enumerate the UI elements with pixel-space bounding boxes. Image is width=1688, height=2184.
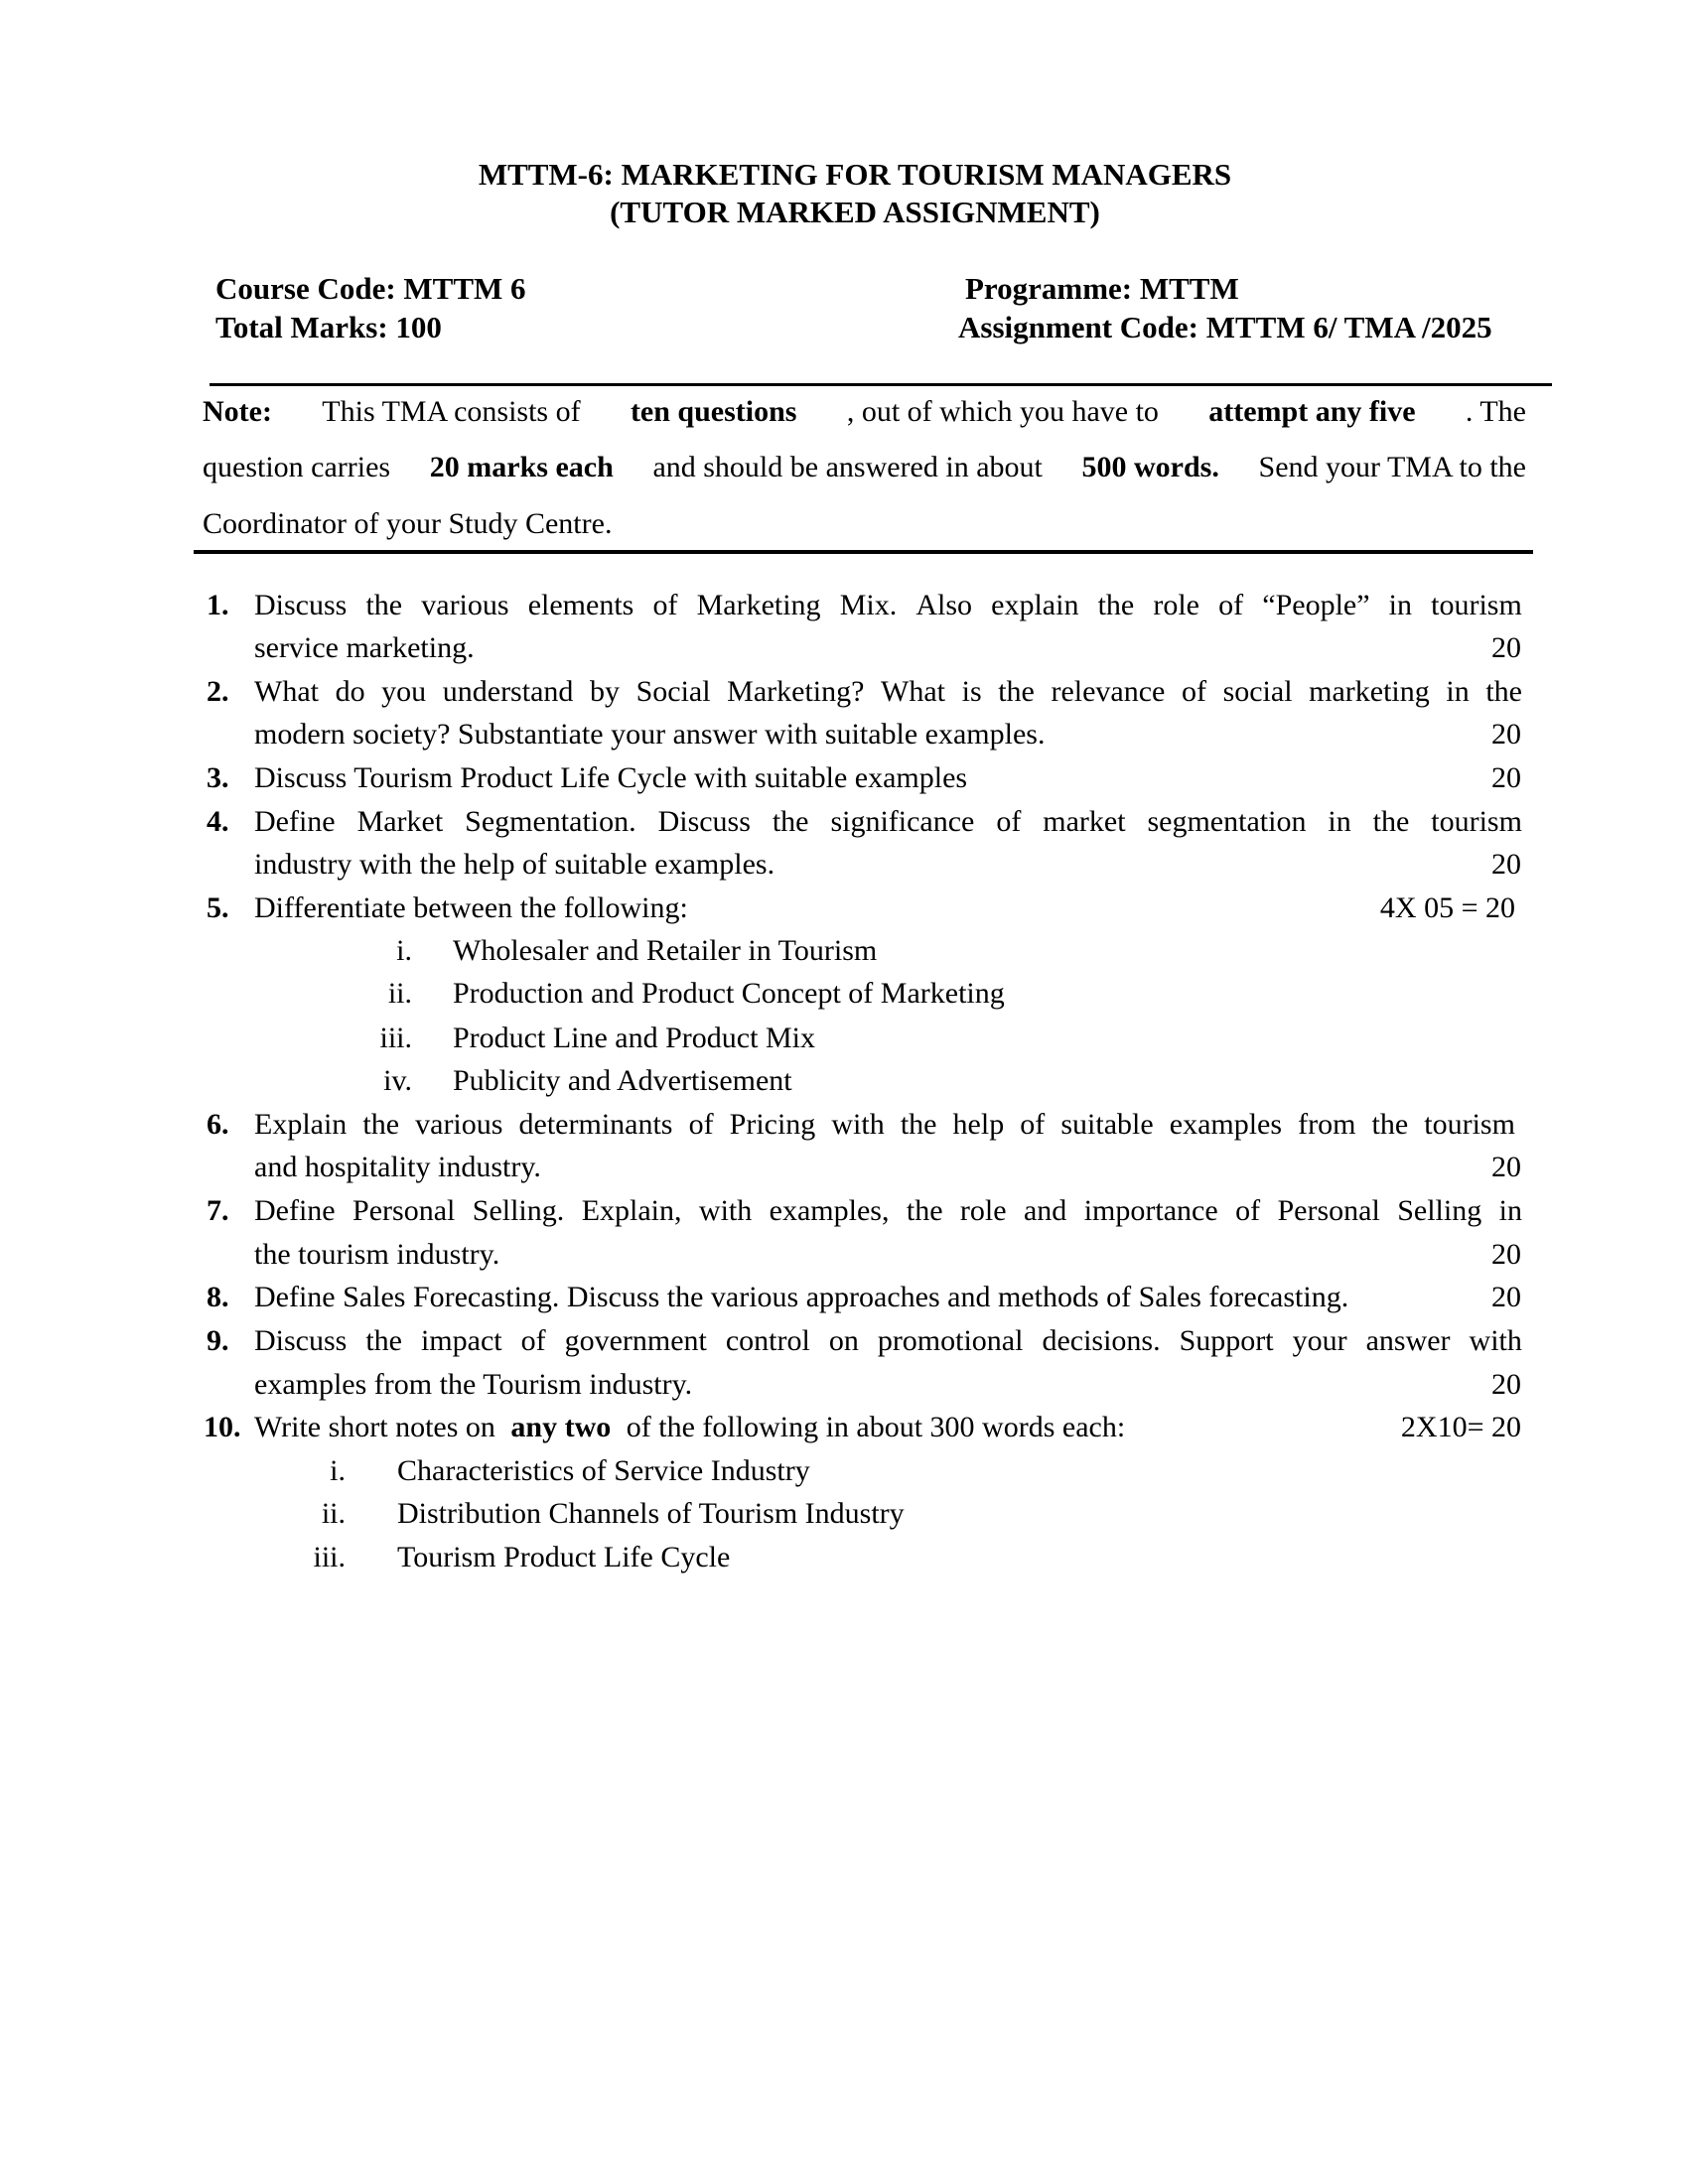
question-text: [254, 802, 1522, 842]
word: explain: [991, 589, 1079, 621]
word: Personal: [1277, 1194, 1380, 1227]
question-marks: 20: [1491, 1368, 1521, 1401]
sub-item-text: Product Line and Product Mix: [453, 1022, 815, 1054]
question-number: 6.: [207, 1108, 229, 1141]
word: relevance: [1051, 675, 1166, 708]
word: Also: [915, 589, 973, 621]
sub-item-numeral: i.: [330, 1454, 346, 1487]
question-text: modern society? Substantiate your answer with suitable examples.: [254, 718, 1046, 751]
question-text: Discuss Tourism Product Life Cycle with suitable examples: [254, 761, 968, 794]
word: “People”: [1262, 589, 1370, 621]
question-number: 7.: [207, 1194, 229, 1227]
word: the: [900, 1108, 937, 1141]
question-number: 2.: [207, 675, 229, 708]
sub-item-text: Publicity and Advertisement: [453, 1064, 792, 1097]
word: in: [1498, 1194, 1522, 1227]
word: in: [1388, 589, 1412, 621]
document-subtitle: (TUTOR MARKED ASSIGNMENT): [610, 195, 1100, 229]
word: decisions.: [1042, 1324, 1161, 1357]
word: role: [1153, 589, 1199, 621]
word: the: [1371, 1108, 1409, 1141]
word: Segmentation.: [465, 805, 636, 838]
sub-item-numeral: iv.: [383, 1064, 412, 1097]
word: with: [1469, 1324, 1522, 1357]
word: Discuss: [254, 1324, 348, 1357]
word: Discuss: [657, 805, 751, 838]
word: elements: [527, 589, 634, 621]
question-number: 4.: [207, 805, 229, 838]
programme: Programme: MTTM: [965, 271, 1239, 306]
word: Explain,: [581, 1194, 682, 1227]
word: the: [1485, 675, 1522, 708]
sub-item-numeral: iii.: [313, 1541, 346, 1573]
sub-item-text: Distribution Channels of Tourism Industry: [397, 1497, 905, 1530]
word: segmentation: [1147, 805, 1307, 838]
question-marks: 4X 05 = 20: [1379, 891, 1515, 924]
word: the: [365, 1324, 402, 1357]
top-divider: [210, 383, 1552, 386]
sub-item-numeral: i.: [396, 934, 412, 967]
question-marks: 20: [1491, 1238, 1521, 1271]
word: with: [831, 1108, 885, 1141]
question-number: 8.: [207, 1281, 229, 1313]
question-marks: 20: [1491, 718, 1521, 751]
word: Support: [1179, 1324, 1274, 1357]
word: tourism: [1431, 805, 1522, 838]
question-text-part: Write short notes on: [254, 1411, 495, 1443]
word: What: [254, 675, 319, 708]
question-text: [254, 672, 1522, 712]
question-number: 10.: [204, 1411, 241, 1443]
note-text: , out of which you have to: [846, 395, 1159, 428]
word: of: [1020, 1108, 1046, 1141]
word: Explain: [254, 1108, 348, 1141]
sub-item-numeral: ii.: [387, 977, 412, 1010]
question-text: [254, 586, 1522, 625]
word: from: [1298, 1108, 1356, 1141]
total-marks: Total Marks: 100: [215, 310, 442, 344]
note-line-1: [203, 392, 1526, 432]
word: tourism: [1424, 1108, 1515, 1141]
course-code: Course Code: MTTM 6: [215, 271, 526, 306]
question-text: [254, 1191, 1522, 1231]
note-emphasis: attempt any five: [1208, 395, 1416, 428]
note-text: question carries: [203, 451, 391, 483]
sub-item-text: Characteristics of Service Industry: [397, 1454, 810, 1487]
word: suitable: [1060, 1108, 1154, 1141]
word: of: [520, 1324, 546, 1357]
word: What: [881, 675, 946, 708]
question-text: and hospitality industry.: [254, 1151, 541, 1183]
word: do: [335, 675, 365, 708]
word: understand: [442, 675, 574, 708]
question-emphasis: any two: [510, 1411, 612, 1443]
word: tourism: [1431, 589, 1522, 621]
word: in: [1328, 805, 1351, 838]
word: market: [1043, 805, 1126, 838]
word: of: [1235, 1194, 1261, 1227]
bottom-divider: [194, 550, 1533, 554]
question-text: Define Sales Forecasting. Discuss the various approaches and methods of Sales forecasting.: [254, 1281, 1349, 1313]
sub-item-text: Wholesaler and Retailer in Tourism: [453, 934, 878, 967]
word: the: [1097, 589, 1135, 621]
word: Define: [254, 1194, 336, 1227]
word: control: [725, 1324, 810, 1357]
sub-item-numeral: iii.: [379, 1022, 412, 1054]
sub-item-numeral: ii.: [321, 1497, 346, 1530]
note-text: and should be answered in about: [652, 451, 1043, 483]
word: the: [906, 1194, 943, 1227]
word: examples,: [769, 1194, 890, 1227]
question-text: examples from the Tourism industry.: [254, 1368, 693, 1401]
question-number: 1.: [207, 589, 229, 621]
word: of: [1181, 675, 1206, 708]
question-number: 3.: [207, 761, 229, 794]
word: Social: [635, 675, 711, 708]
word: determinants: [518, 1108, 673, 1141]
question-marks: 2X10= 20: [1400, 1411, 1521, 1443]
word: significance: [830, 805, 975, 838]
word: Selling.: [472, 1194, 565, 1227]
question-text: Differentiate between the following:: [254, 891, 688, 924]
word: Marketing?: [727, 675, 865, 708]
word: Marketing: [696, 589, 821, 621]
note-emphasis: 500 words.: [1081, 451, 1219, 483]
word: government: [564, 1324, 707, 1357]
document-title: MTTM-6: MARKETING FOR TOURISM MANAGERS: [478, 157, 1232, 192]
note-line-2: [203, 448, 1526, 487]
question-text-part: of the following in about 300 words each:: [626, 1411, 1126, 1443]
question-marks: 20: [1491, 1151, 1521, 1183]
word: of: [652, 589, 678, 621]
note-label: Note:: [203, 395, 272, 428]
word: the: [772, 805, 809, 838]
word: is: [961, 675, 982, 708]
question-text: service marketing.: [254, 631, 475, 664]
word: the: [362, 1108, 400, 1141]
word: various: [421, 589, 509, 621]
question-text: [254, 1408, 1133, 1447]
question-number: 5.: [207, 891, 229, 924]
word: the: [998, 675, 1035, 708]
word: your: [1292, 1324, 1347, 1357]
word: the: [1372, 805, 1410, 838]
word: Selling: [1397, 1194, 1482, 1227]
word: by: [589, 675, 620, 708]
word: and: [1023, 1194, 1067, 1227]
word: examples: [1169, 1108, 1283, 1141]
word: marketing: [1309, 675, 1430, 708]
word: importance: [1083, 1194, 1218, 1227]
question-marks: 20: [1491, 631, 1521, 664]
sub-item-text: Tourism Product Life Cycle: [397, 1541, 731, 1573]
sub-item-text: Production and Product Concept of Marketing: [453, 977, 1005, 1010]
question-marks: 20: [1491, 761, 1521, 794]
word: various: [415, 1108, 503, 1141]
word: impact: [420, 1324, 502, 1357]
word: of: [1218, 589, 1244, 621]
question-text: [254, 1321, 1522, 1361]
word: help: [952, 1108, 1005, 1141]
note-text: . The: [1465, 395, 1526, 428]
assignment-code: Assignment Code: MTTM 6/ TMA /2025: [958, 310, 1492, 344]
word: social: [1222, 675, 1293, 708]
note-emphasis: 20 marks each: [429, 451, 614, 483]
word: Market: [356, 805, 444, 838]
question-marks: 20: [1491, 1281, 1521, 1313]
word: Personal: [352, 1194, 456, 1227]
word: Discuss: [254, 589, 348, 621]
question-text: the tourism industry.: [254, 1238, 500, 1271]
note-text: Send your TMA to the: [1258, 451, 1526, 483]
question-text: industry with the help of suitable examples.: [254, 848, 775, 881]
note-line-3: [203, 504, 1526, 544]
word: role: [959, 1194, 1007, 1227]
word: Define: [254, 805, 336, 838]
word: with: [698, 1194, 753, 1227]
word: answer: [1365, 1324, 1451, 1357]
word: on: [828, 1324, 859, 1357]
question-marks: 20: [1491, 848, 1521, 881]
word: you: [381, 675, 427, 708]
question-number: 9.: [207, 1324, 229, 1357]
word: of: [996, 805, 1022, 838]
note-text: Coordinator of your Study Centre.: [203, 507, 613, 540]
note-text: This TMA consists of: [322, 395, 581, 428]
word: the: [365, 589, 403, 621]
word: of: [688, 1108, 714, 1141]
note-emphasis: ten questions: [630, 395, 797, 428]
word: in: [1446, 675, 1470, 708]
word: Pricing: [729, 1108, 816, 1141]
question-text: [254, 1105, 1515, 1145]
word: Mix.: [839, 589, 898, 621]
word: promotional: [877, 1324, 1024, 1357]
